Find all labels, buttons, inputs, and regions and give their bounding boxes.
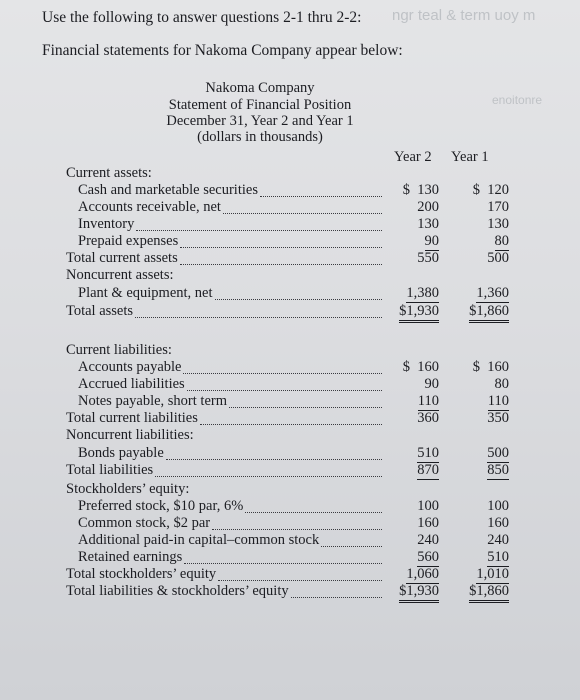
leader-dots [184, 563, 382, 564]
value-year1: $ 120 [472, 182, 509, 198]
value-year2: 1,060 [406, 566, 439, 582]
value-year1: 80 [494, 376, 509, 392]
row-label: Accrued liabilities [78, 376, 185, 392]
value-year2: 90 [424, 376, 439, 392]
instruction-line-2: Financial statements for Nakoma Company appear below: [42, 42, 403, 59]
row-label: Plant & equipment, net [78, 285, 213, 301]
instruction-line-1: Use the following to answer questions 2-1 thru 2-2: [42, 9, 362, 26]
value-year2: 90 [424, 233, 439, 249]
leader-dots [245, 512, 382, 513]
value-year1: 500 [487, 445, 509, 461]
row-label: Cash and marketable securities [78, 182, 258, 198]
column-header-year2: Year 2 [394, 149, 432, 165]
value-year2: $1,930 [399, 304, 439, 323]
row-label: Total assets [66, 303, 134, 319]
value-year2: 160 [417, 515, 439, 531]
value-year2: 510 [417, 445, 439, 461]
leader-dots [321, 546, 382, 547]
leader-dots [135, 317, 382, 318]
row-label: Noncurrent liabilities: [66, 427, 194, 443]
row-label: Noncurrent assets: [66, 267, 174, 283]
row-label: Current liabilities: [66, 342, 172, 358]
row-label: Common stock, $2 par [78, 515, 211, 531]
leader-dots [223, 213, 382, 214]
company-name: Nakoma Company [205, 80, 315, 96]
value-year2: $ 130 [402, 182, 439, 198]
value-year1: $1,860 [469, 584, 509, 603]
statement-title: Statement of Financial Position [168, 97, 352, 113]
leader-dots [218, 580, 382, 581]
row-label: Bonds payable [78, 445, 164, 461]
value-year2: 100 [417, 498, 439, 514]
value-year1: 350 [487, 410, 509, 426]
row-label: Total liabilities [66, 462, 154, 478]
row-label: Accounts receivable, net [78, 199, 221, 215]
row-label: Total stockholders’ equity [66, 566, 217, 582]
value-year1: 80 [494, 233, 509, 249]
value-year1: 110 [487, 393, 509, 409]
row-label: Stockholders’ equity: [66, 481, 190, 497]
row-label: Additional paid-in capital–common stock [78, 532, 320, 548]
value-year2: 870 [417, 462, 439, 478]
value-year1: 1,010 [476, 566, 509, 582]
value-year1: $1,860 [469, 304, 509, 323]
value-year1: 160 [487, 515, 509, 531]
value-year2: 240 [417, 532, 439, 548]
value-year1: 130 [487, 216, 509, 232]
value-year2: 200 [417, 199, 439, 215]
leader-dots [212, 529, 382, 530]
leader-dots [155, 476, 382, 477]
bleed-through-text: enoitonre [492, 93, 543, 107]
leader-dots [166, 459, 382, 460]
row-label: Preferred stock, $10 par, 6% [78, 498, 244, 514]
leader-dots [136, 230, 382, 231]
statement-units: (dollars in thousands) [197, 129, 323, 145]
leader-dots [215, 299, 382, 300]
row-label: Prepaid expenses [78, 233, 179, 249]
value-year2: 1,380 [406, 285, 439, 301]
row-label: Total liabilities & stockholders’ equity [66, 583, 289, 599]
row-label: Current assets: [66, 165, 152, 181]
leader-dots [260, 196, 382, 197]
bleed-through-text: ngr teal & term uoy m [392, 7, 536, 24]
leader-dots [183, 373, 382, 374]
row-label: Retained earnings [78, 549, 183, 565]
value-year1: 100 [487, 498, 509, 514]
value-year1: 1,360 [476, 285, 509, 301]
value-year1: $ 160 [472, 359, 509, 375]
value-year2: $1,930 [399, 584, 439, 603]
value-year2: $ 160 [402, 359, 439, 375]
value-year1: 850 [487, 462, 509, 478]
value-year1: 500 [487, 250, 509, 266]
value-year1: 170 [487, 199, 509, 215]
leader-dots [180, 247, 382, 248]
value-year1: 240 [487, 532, 509, 548]
column-header-year1: Year 1 [451, 149, 489, 165]
value-year2: 130 [417, 216, 439, 232]
row-label: Inventory [78, 216, 135, 232]
statement-date: December 31, Year 2 and Year 1 [166, 113, 354, 129]
value-year2: 550 [417, 250, 439, 266]
leader-dots [187, 390, 382, 391]
leader-dots [229, 407, 382, 408]
row-label: Total current assets [66, 250, 178, 266]
row-label: Notes payable, short term [78, 393, 227, 409]
value-year2: 360 [417, 410, 439, 426]
leader-dots [200, 424, 382, 425]
value-year2: 110 [417, 393, 439, 409]
value-year1: 510 [487, 549, 509, 565]
value-year2: 560 [417, 549, 439, 565]
row-label: Accounts payable [78, 359, 182, 375]
leader-dots [291, 597, 382, 598]
leader-dots [180, 264, 382, 265]
row-label: Total current liabilities [66, 410, 198, 426]
